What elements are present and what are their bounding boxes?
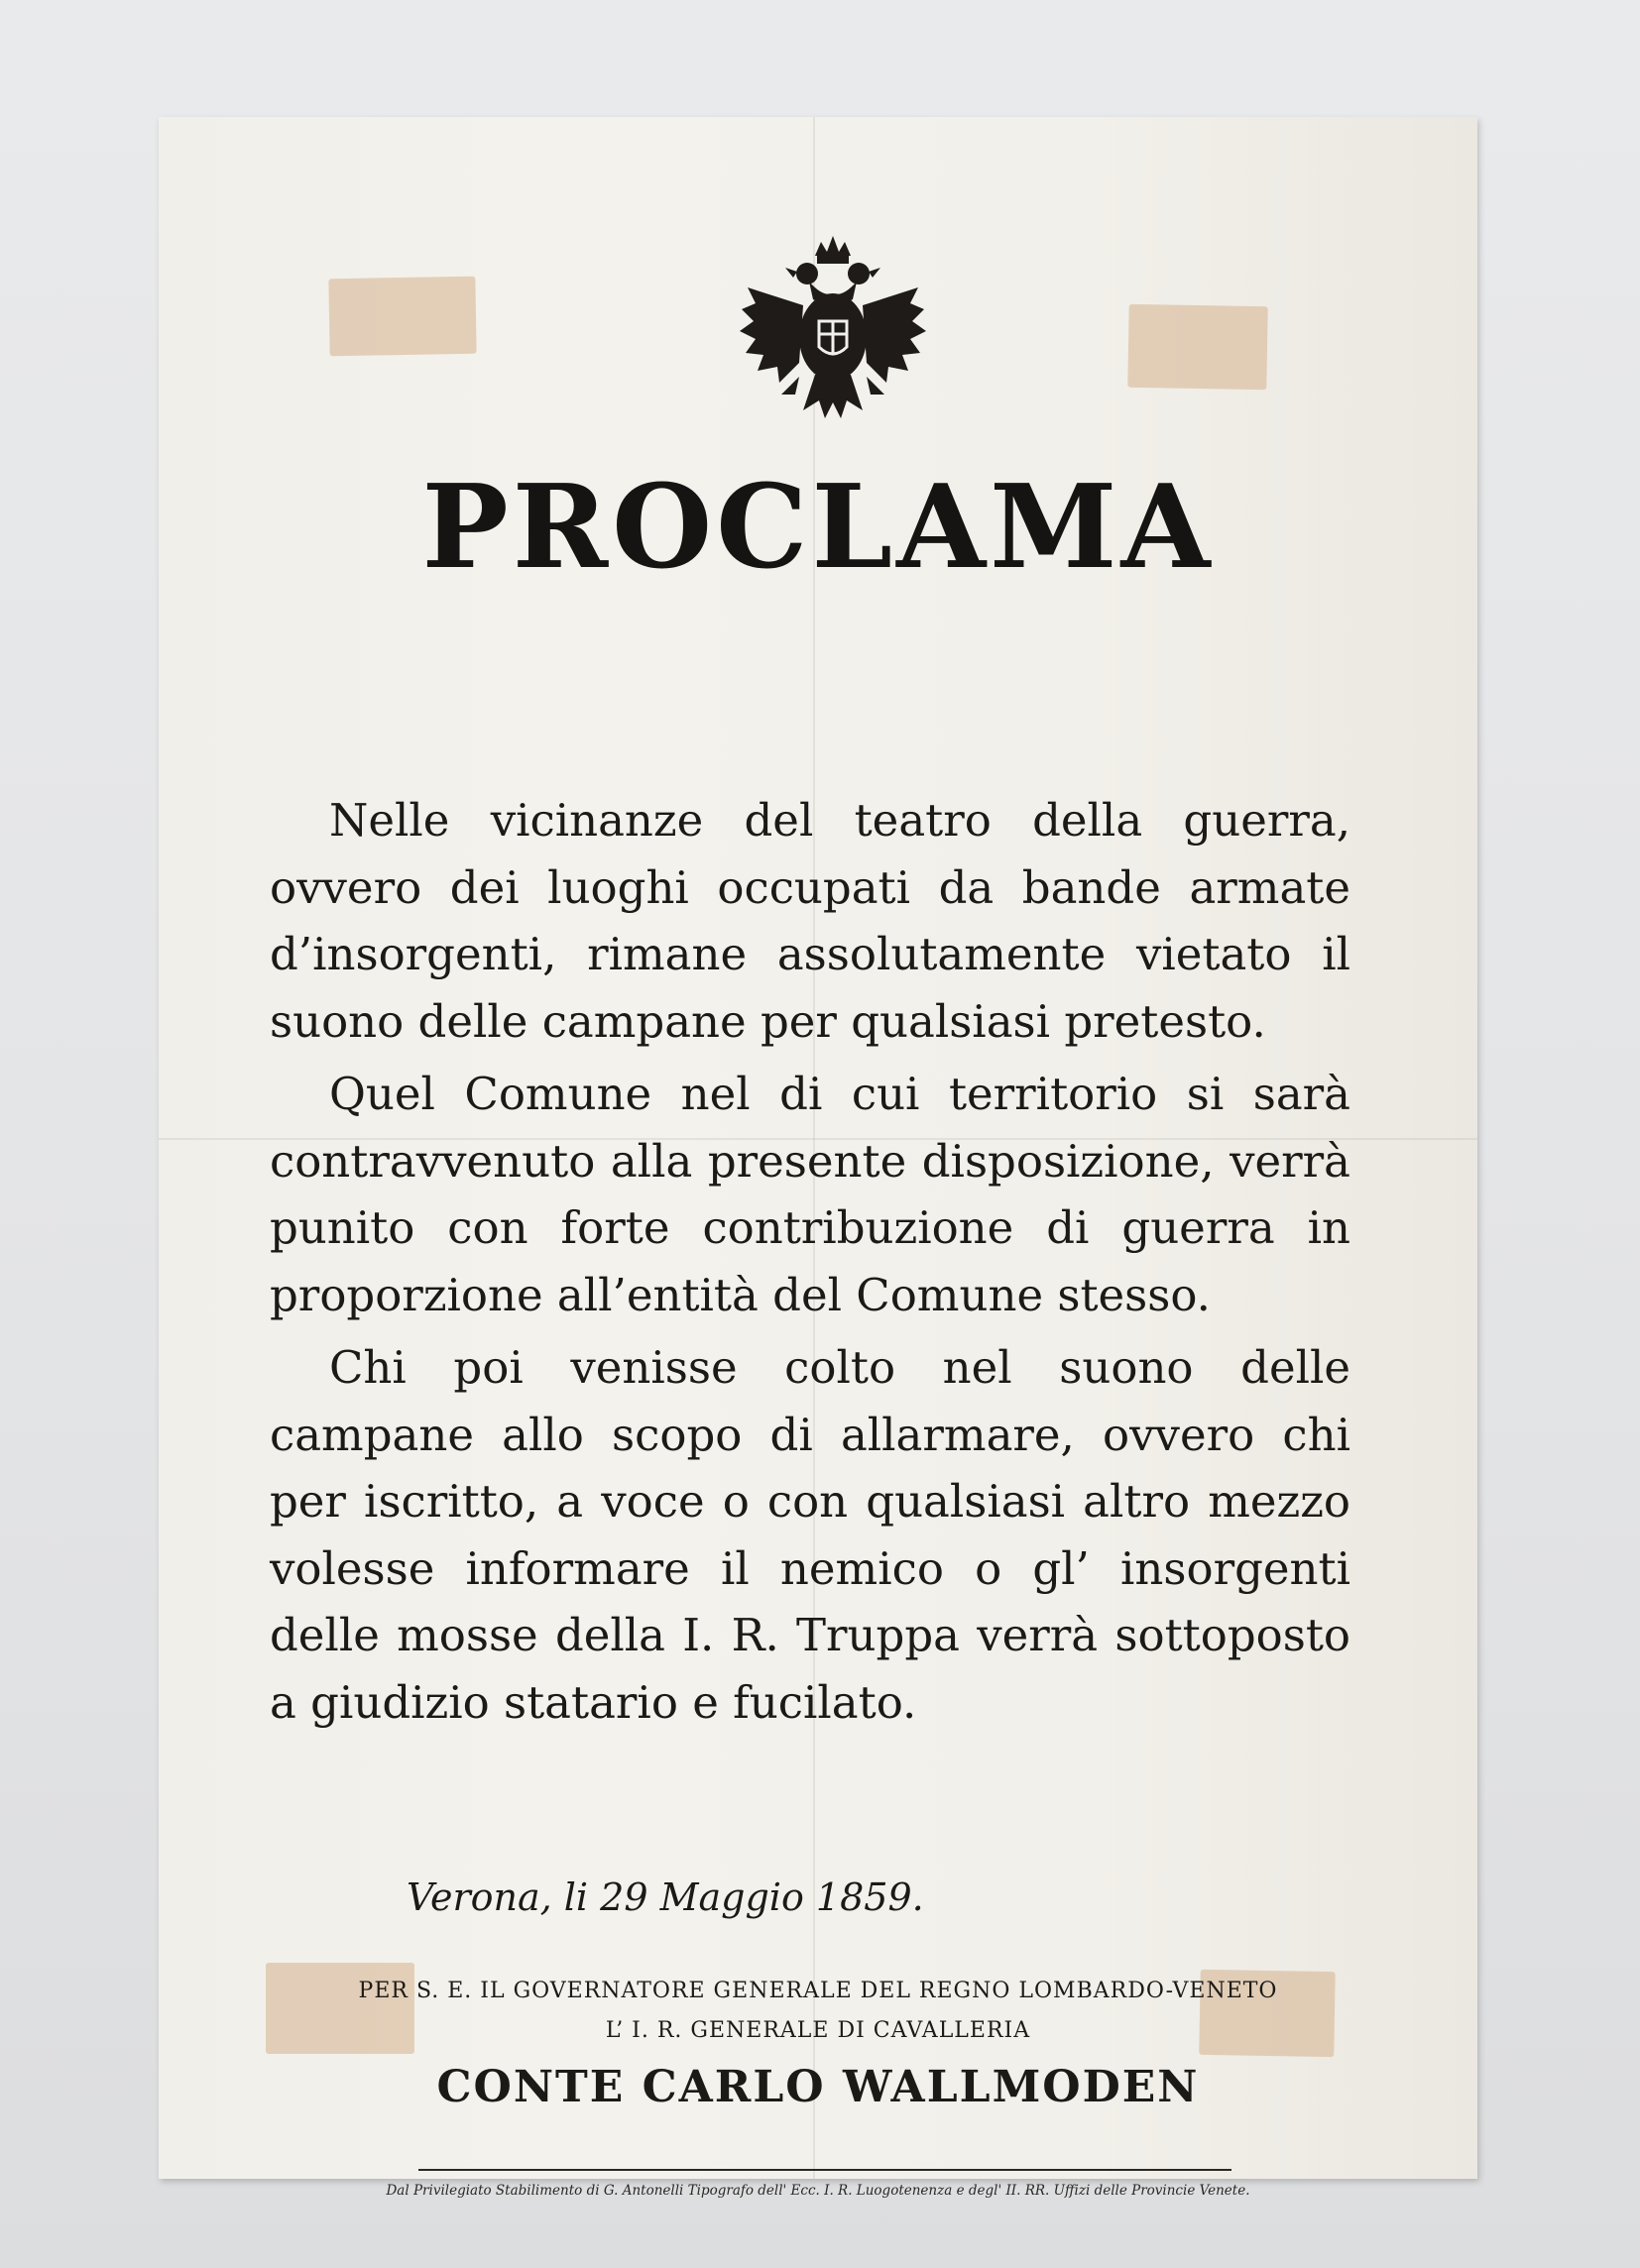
proclamation-title: PROCLAMA [421, 460, 1215, 595]
imprint-rule [418, 2169, 1231, 2171]
proclamation-sheet [159, 117, 1477, 2199]
issue-date: Verona, li 29 Maggio 1859. [407, 1875, 924, 1919]
printer-imprint: Dal Privilegiato Stabilimento di G. Antonelli Tipografo dell' Ecc. I. R. Luogotenenza e degl' II. RR. Uffizi delle Provincie Venete. [386, 2183, 1250, 2199]
body-paragraph: Nelle vicinanze del teatro della guerra, ovvero dei luoghi occupati da bande armate d’insorgenti, rimane assolutamente vietato il suono delle campane per qualsiasi pretesto. [270, 794, 1350, 1048]
signature-line-rank: L’ I. R. GENERALE DI CAVALLERIA [605, 2018, 1031, 2043]
tape-top-right [1127, 304, 1267, 390]
signature-line-governor: PER S. E. IL GOVERNATORE GENERALE DEL REGNO LOMBARDO-VENETO [358, 1979, 1278, 2003]
double-headed-eagle-icon [734, 228, 932, 426]
body-paragraph: Chi poi venisse colto nel suono delle campane allo scopo di allarmare, ovvero chi per iscritto, a voce o con qualsiasi altro mezzo volesse informare il nemico o gl’ insorgenti delle mosse della I. R. Truppa verrà sottoposto a giudizio statario e fucilato. [270, 1341, 1350, 1729]
tape-top-left [328, 277, 476, 357]
body-paragraph: Quel Comune nel di cui territorio si sarà contravvenuto alla presente disposizione, verrà punito con forte contribuzione di guerra in proporzione all’entità del Comune stesso. [270, 1068, 1350, 1321]
signatory-name: CONTE CARLO WALLMODEN [436, 2062, 1200, 2112]
proclamation-body [270, 787, 1350, 1736]
